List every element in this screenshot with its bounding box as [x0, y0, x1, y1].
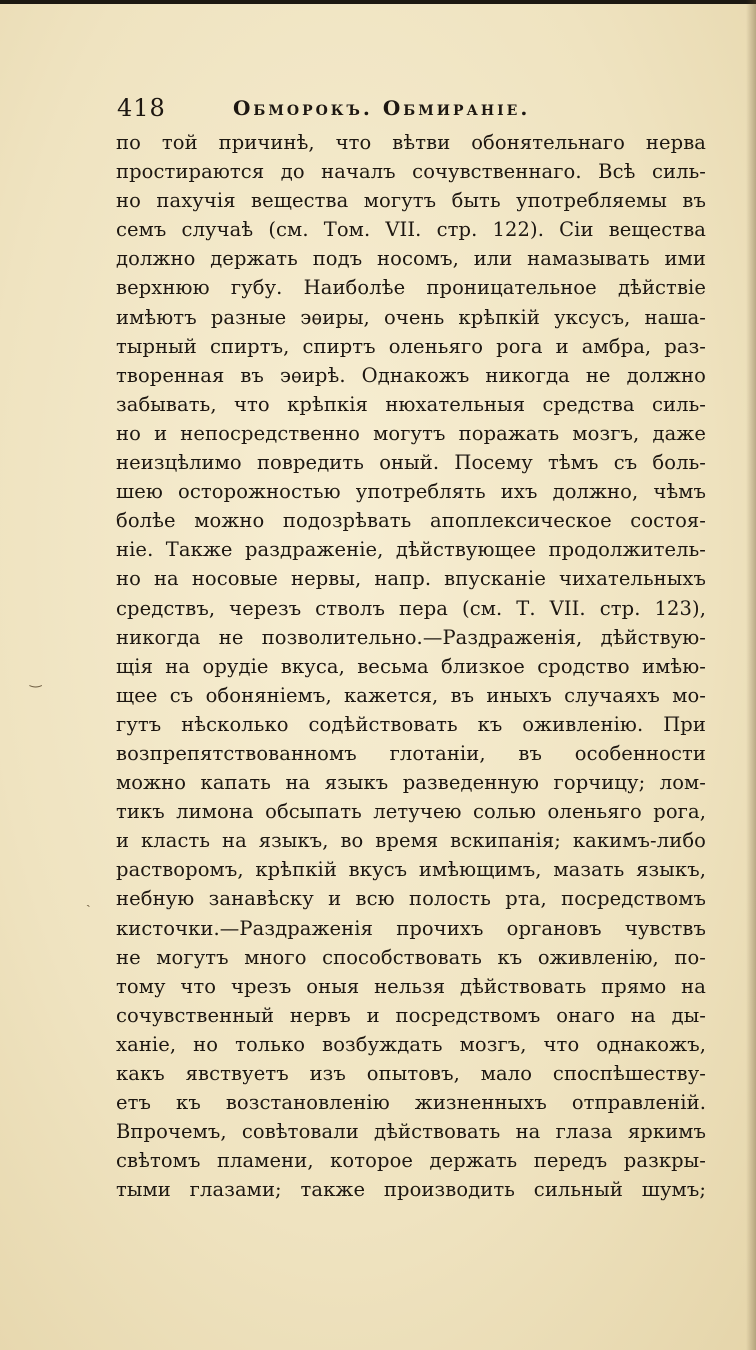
text-line: никогда не позволительно.—Раздраженiя, дѣйствую-: [116, 625, 706, 649]
page-header: [117, 94, 637, 130]
text-line: не могутъ много способствовать къ оживленiю, по-: [116, 945, 706, 969]
text-line: болѣе можно подозрѣвать апоплексическое состоя-: [116, 509, 706, 533]
scan-top-border: [0, 0, 756, 4]
margin-mark: ˏ: [86, 892, 91, 908]
text-line: кисточки.—Раздраженiя прочихъ органовъ чувствъ: [116, 916, 706, 940]
page-edge-shadow: [746, 0, 756, 1350]
text-line: по той причинѣ, что вѣтви обонятельнаго нерва: [116, 131, 706, 154]
text-line: забывать, что крѣпкiя нюхательныя средства силь-: [116, 392, 706, 416]
text-line: верхнюю губу. Наиболѣе проницательное дѣйствiе: [116, 276, 706, 300]
text-line: имѣютъ разные эѳиры, очень крѣпкiй уксусъ, наша-: [116, 305, 706, 329]
text-line: и класть на языкъ, во время вскипанiя; какимъ-либо: [116, 829, 706, 853]
text-line: тырный спиртъ, спиртъ оленьяго рога и амбра, раз-: [116, 334, 706, 358]
text-line: творенная въ эѳирѣ. Однакожъ никогда не должно: [116, 363, 706, 387]
text-line: сочувственный нервъ и посредствомъ онаго на ды-: [116, 1003, 706, 1027]
body-text: [116, 128, 706, 1204]
text-line: но пахучiя вещества могутъ быть употребляемы въ: [116, 189, 706, 213]
text-line: неизцѣлимо повредить оный. Посему тѣмъ съ боль-: [116, 451, 706, 475]
text-line: средствъ, черезъ стволъ пера (см. Т. VII. стр. 123),: [116, 596, 706, 620]
text-line: но и непосредственно могутъ поражать мозгъ, даже: [116, 421, 706, 445]
text-line: нiе. Также раздраженiе, дѣйствующее продолжитель-: [116, 538, 706, 562]
margin-mark: ‿: [30, 672, 42, 688]
text-line: растворомъ, крѣпкiй вкусъ имѣющимъ, мазать языкъ,: [116, 858, 706, 882]
text-line: шею осторожностью употреблять ихъ должно, чѣмъ: [116, 480, 706, 504]
text-line: тому что чрезъ оныя нельзя дѣйствовать прямо на: [116, 974, 706, 998]
text-line: тикъ лимона обсыпать летучею солью оленьяго рога,: [116, 800, 706, 824]
text-line: свѣтомъ пламени, которое держать передъ разкры-: [116, 1149, 706, 1173]
text-line: тыми глазами; также производить сильный шумъ;: [116, 1178, 706, 1202]
text-line: ханiе, но только возбуждать мозгъ, что однакожъ,: [116, 1032, 706, 1056]
text-line: но на носовые нервы, напр. впусканiе чихательныхъ: [116, 567, 706, 591]
text-line: простираются до началъ сочувственнаго. Всѣ силь-: [116, 160, 706, 184]
text-line: возпрепятствованномъ глотанiи, въ особенности: [116, 741, 706, 765]
page-number: 418: [117, 94, 166, 122]
text-line: щiя на орудiе вкуса, весьма близкое сродство имѣю-: [116, 654, 706, 678]
text-line: небную занавѣску и всю полость рта, посредствомъ: [116, 887, 706, 911]
text-line: Впрочемъ, совѣтовали дѣйствовать на глаза яркимъ: [116, 1120, 706, 1144]
text-line: щее съ обонянiемъ, кажется, въ иныхъ случаяхъ мо-: [116, 683, 706, 707]
running-title: Обморокъ. Обмиранiе.: [233, 96, 531, 120]
text-line: какъ явствуетъ изъ опытовъ, мало споспѣшеству-: [116, 1062, 706, 1085]
text-line: семъ случаѣ (см. Том. VII. стр. 122). Сiи вещества: [116, 218, 706, 242]
text-line: можно капать на языкъ разведенную горчицу; лом-: [116, 771, 706, 795]
text-line: етъ къ возстановленiю жизненныхъ отправленiй.: [116, 1091, 706, 1115]
text-line: гутъ нѣсколько содѣйствовать къ оживленiю. При: [116, 712, 706, 736]
text-line: должно держать подъ носомъ, или намазывать ими: [116, 247, 706, 271]
